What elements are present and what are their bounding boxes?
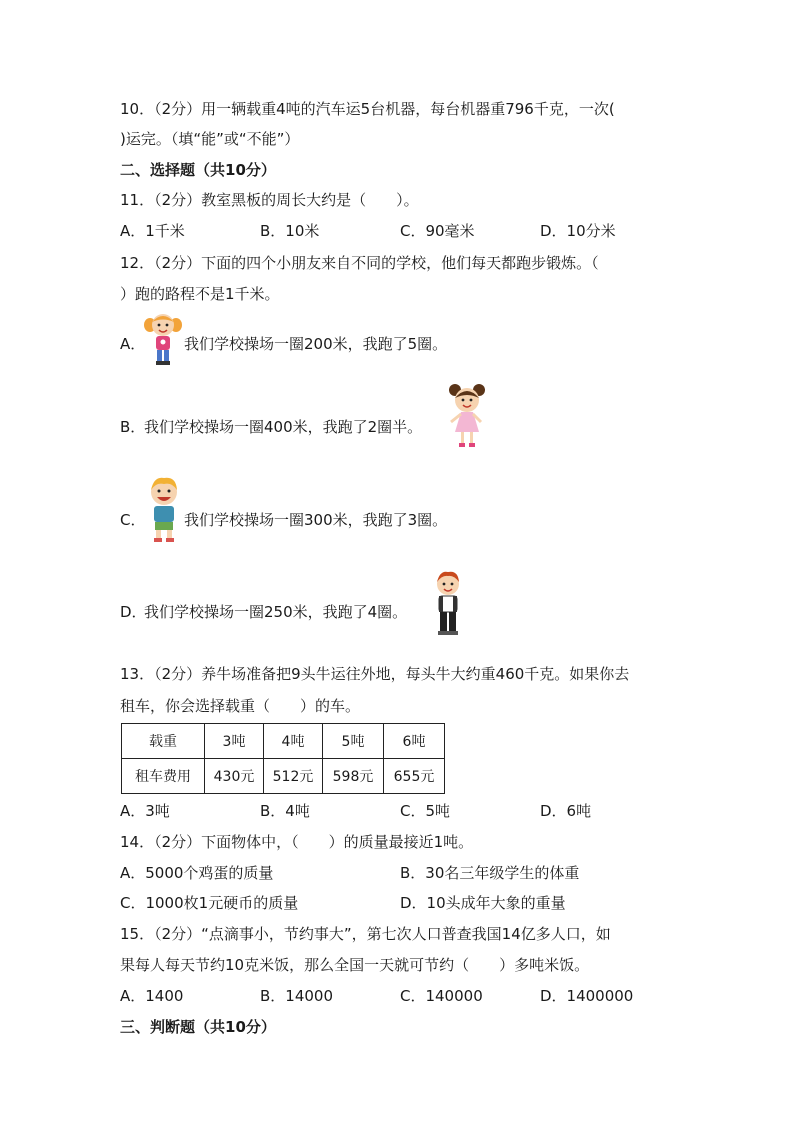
table-header-cell: 3吨 <box>205 724 264 759</box>
section-3-heading: 三、判断题（共10分） <box>120 1018 276 1036</box>
q13-option-c[interactable]: C．5吨 <box>400 802 451 820</box>
boy-blonde-icon <box>146 476 182 544</box>
q13-option-b[interactable]: B．4吨 <box>260 802 310 820</box>
q15-option-d[interactable]: D．1400000 <box>540 987 634 1005</box>
q15-line2: 果每人每天节约10克米饭，那么全国一天就可节约（ ）多吨米饭。 <box>120 956 590 974</box>
table-cell: 598元 <box>323 759 384 794</box>
q12-option-c-letter[interactable]: C． <box>120 511 146 529</box>
q12-option-a-letter[interactable]: A． <box>120 335 146 353</box>
q14-stem: 14．（2分）下面物体中，（ ）的质量最接近1吨。 <box>120 833 474 851</box>
q15-option-c[interactable]: C．140000 <box>400 987 483 1005</box>
q14-option-b[interactable]: B．30名三年级学生的体重 <box>400 864 580 882</box>
q12-line1: 12．（2分）下面的四个小朋友来自不同的学校，他们每天都跑步锻炼。（ <box>120 254 599 272</box>
q13-option-d[interactable]: D．6吨 <box>540 802 592 820</box>
q14-option-d[interactable]: D．10头成年大象的重量 <box>400 894 566 912</box>
q11-option-b[interactable]: B．10米 <box>260 222 320 240</box>
q12-option-d-letter[interactable]: D． <box>120 603 147 621</box>
q15-option-b[interactable]: B．14000 <box>260 987 334 1005</box>
table-row <box>122 759 445 794</box>
q12-option-d-text: 我们学校操场一圈250米，我跑了4圈。 <box>144 603 408 621</box>
boy-redhead-icon <box>432 570 464 638</box>
q10-line1: 10．（2分）用一辆载重4吨的汽车运5台机器，每台机器重796千克，一次( <box>120 100 615 118</box>
table-header-cell: 载重 <box>122 724 205 759</box>
q15-option-a[interactable]: A．1400 <box>120 987 184 1005</box>
table-header-cell: 4吨 <box>264 724 323 759</box>
table-header-cell: 6吨 <box>384 724 445 759</box>
q12-line2: ）跑的路程不是1千米。 <box>120 285 280 303</box>
q11-option-a[interactable]: A．1千米 <box>120 222 185 240</box>
q14-option-c[interactable]: C．1000枚1元硬币的质量 <box>120 894 299 912</box>
girl-dress-icon <box>447 382 487 448</box>
table-row <box>122 724 445 759</box>
q13-line2: 租车，你会选择载重（ ）的车。 <box>120 697 361 715</box>
table-cell: 655元 <box>384 759 445 794</box>
q12-option-c-text: 我们学校操场一圈300米，我跑了3圈。 <box>184 511 448 529</box>
girl-pigtails-icon <box>144 310 182 366</box>
section-2-heading: 二、选择题（共10分） <box>120 161 276 179</box>
q14-option-a[interactable]: A．5000个鸡蛋的质量 <box>120 864 274 882</box>
q13-option-a[interactable]: A．3吨 <box>120 802 170 820</box>
q12-option-b-text: 我们学校操场一圈400米，我跑了2圈半。 <box>144 418 423 436</box>
q11-option-c[interactable]: C．90毫米 <box>400 222 475 240</box>
table-header-cell: 5吨 <box>323 724 384 759</box>
q11-option-d[interactable]: D．10分米 <box>540 222 616 240</box>
q10-line2: )运完。（填“能”或“不能”） <box>120 130 300 148</box>
q15-line1: 15．（2分）“点滴事小，节约事大”，第七次人口普查我国14亿多人口，如 <box>120 925 611 943</box>
q12-option-a-text: 我们学校操场一圈200米，我跑了5圈。 <box>184 335 448 353</box>
q11-stem: 11．（2分）教室黑板的周长大约是（ ）。 <box>120 191 419 209</box>
q12-option-b-letter[interactable]: B． <box>120 418 146 436</box>
q13-line1: 13．（2分）养牛场准备把9头牛运往外地，每头牛大约重460千克。如果你去 <box>120 665 630 683</box>
table-cell: 430元 <box>205 759 264 794</box>
table-cell: 租车费用 <box>122 759 205 794</box>
rent-table <box>121 723 445 794</box>
table-cell: 512元 <box>264 759 323 794</box>
